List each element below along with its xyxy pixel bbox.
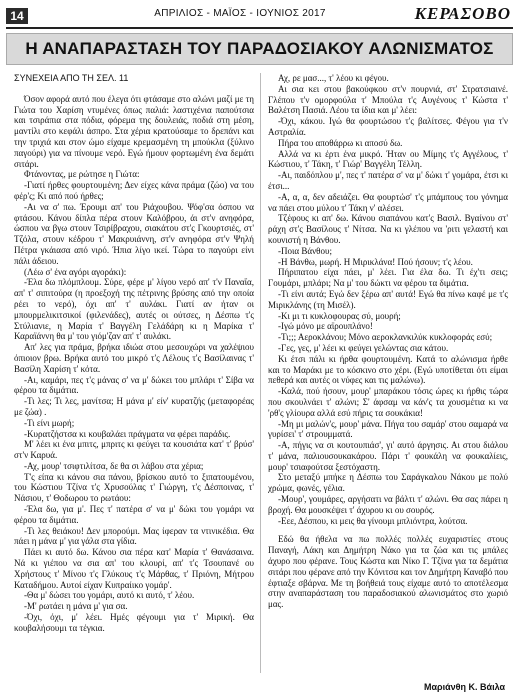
page-number: 14 xyxy=(6,8,28,24)
paragraph: -Τι λες; Τι λες, μανίτσα; Η μάνα μ' είν' κυρατζής (μεταφορέας με ζώα) . xyxy=(14,396,254,417)
author-signature: Μαριάνθη Κ. Βάιλα xyxy=(424,682,505,692)
closing-paragraph: Εδώ θα ήθελα να πω πολλές πολλές ευχαριστίες στους Παναγή, Λάκη και Δημήτρη Νάκο για τα ζώα και τις μπάλες άχυρο που φέρανε. Τους Κώστα και Νίκο Γ. Τζίνα για τα δεμάτια σιτάρι που φέρανε από την Κόνιτσα και τον Δημήτρη Καναβό που έφτιαξε σβάρνα. Με τη βοήθειά τους είχαμε αυτό το αποτέλεσμα στην αναπαράσταση του παραδοσιακού αλωνισμάτος στο χωριό μας. xyxy=(268,534,508,610)
paragraph: Τζέφους κι απ' δω. Κάνου σιαπάνου κατ'ς Βασιλ. Βγαίνου στ' ράχη στ'ς Βασίλους τ' Νίτσα. Να κι γλέπου να 'ριτι γελαστή και κουνιστή η Βάνθου. xyxy=(268,213,508,245)
paragraph: -Αι να σ' πω. Έρουμι απ' του Ριάχουβου. Ψόφ'σα όσπου να φτάσου. Κάνου δίπλα πέρα στουν Καλόβρου, άι στ'ν ανηφόρα, ώσπου να βγω στουν Τσιρίβραχου, σιακάτου στ'ς Γκουρτσιές, στ' Τζόλα, στουν κέδρου τ' Μακρυιάννη, στ'ν ανηφόρα στ'ν Ψηλή Πέτρα γκάιασα από νιρό. Ήπια λίγο ικεί. Τώρα το παγούρι είνι πάλι άδειου. xyxy=(14,201,254,266)
paragraph: -Θα μ' δώσει του γομάρι, αυτό κι αυτό, τ' λέου. xyxy=(24,590,195,601)
paragraph: Φτάνοντας, με ρώτησε η Γιώτα: xyxy=(24,169,140,180)
paragraph: Μ' λέει κι ένα μπιτς, μπριτς κι φεύγει τα κουσιάτα κατ' τ' βρύσ' στ'ν Καρυά. xyxy=(14,439,254,461)
article-title: Η ΑΝΑΠΑΡΑΣΤΑΣΗ ΤΟΥ ΠΑΡΑΔΟΣΙΑΚΟΥ ΑΛΩΝΙΣΜΑΤΟΣ xyxy=(6,33,513,65)
paragraph: Πήρα του αποθάρρω κι αποσύ δω. xyxy=(278,137,403,148)
paragraph: Στο μεταξύ μπήκε η Δέσπω του Σαράγκαλου Νάκου με πολύ χρώμα, φωνές, γέλια. xyxy=(268,472,508,494)
paragraph: -Αχ, μουρ' τσιφτιλίτσα, δε θα σι λάβου στα χέρια; xyxy=(24,460,204,471)
paragraph: -Εεε, Δέσπου, κι μεις θα γίνουμι μπλιόντρα, λούτσα. xyxy=(278,515,468,526)
header-rule xyxy=(6,27,513,29)
paragraph: Πάει κι αυτό δω. Κάνου σια πέρα κατ' Μαρία τ' Θανάσαινα. Νά κι γιέπου να σια απ' του κλουρί, απ' τ'ς Τσουπανέ ου Χρήστους τ' Μίνου τ'ς Γλύκους τ'ς Μάρθας, τ' Πριόνη, Μήτρου Καταδήμου. Αυτοί είχαν Κυπραίικο γομάρ'. xyxy=(14,547,254,590)
right-paragraphs xyxy=(268,73,508,526)
paragraph: Αχ, ρε μασ..., τ' λέου κι φέγου. xyxy=(278,73,389,83)
paragraph: Όσον αφορά αυτό που έλεγα ότι φτάσαμε στο αλώνι μαζί με τη Γιώτα του Χαρίση ντυμένες όπως παλιά: λαστιχένια παπούτσια και τσιράπια στα πόδια, φόρεμα της δουλειάς, ποδιά στη μέση, μαντίλι στο κεφάλι άσπρο. Στα χέρια κρατούσαμε το δρεπάνι και την τριχιά και στον ώμο είχαμε κρεμασμένη τη μπούκλα (ξύλινο παγούρι) για να πίνουμε νερό. Εγώ ήμουν φορτωμένη ένα δεμάτι σιτάρι. xyxy=(14,93,254,169)
paragraph: -Α, α, α, δεν αδειάζει. Θα φουρτώσ' τ'ς μπάμπους του γόνημα να πάει στου μύλου τ' Τάκη ν' αλέσει. xyxy=(268,191,508,213)
paragraph: Αλλά να κι έρτι ένα μικρό. Ήταν ου Μίμης τ'ς Αγγέλους, τ' Κώστιου, τ' Τάκη, τ' Γιώρ' Βαγγέλη Τέλλη. xyxy=(268,148,508,170)
paragraph: -Κυρατζήστσα κι κουβαλάει πράγματα να φέρει παράδις. xyxy=(24,428,231,439)
column-divider xyxy=(260,73,261,673)
left-column xyxy=(14,73,254,634)
paragraph: -Τι είνι μωρή; xyxy=(24,417,75,428)
paragraph: Αι σια κει στου βακούφκου στ'ν πουρνιά, στ' Στρατσιαινέ. Γλέπου τ'ν ομορφούλα τ' Μπούλα τ'ς Αυγένους τ' Κώστα τ' Βαλέτση Πασιά. Λέου τα ίδια και μ' λέει: xyxy=(268,83,508,116)
paragraph: -Έλα δω πλόμπλουμ. Σύρε, φέρε μ' λίγου νερό απ' τ'ν Παναΐα, απ' τ' σιπιτούρα (η προεξοχή της πέτρινης βρύσης από την οποία ρέει το νερό), όχι απ' τ' αυλάκι. Γιατί αν ήταν οι μπουρμελικιτσικοί (φιλενάδες), αυτές οι ούτσες, η Δέσπω τ'ς Στύλιανιε, η Μαρία τ' Βαγγέλη Γελάδάρη κι η Μαρίκα τ' Καραϊάννη θα μ' του γιόμ'ζαν απ' τ' αυλάκι. xyxy=(14,277,254,342)
paragraph: -Κι μι τι κυκλοφουρας σύ, μουρή; xyxy=(278,310,401,321)
paragraph: Κι έτσι πάλι κι ήρθα φουρτουμένη. Κατά το αλώνισμα ήρθε και το Μαράκι με το κόσκινο στο χέρι. (Εγώ υποτίθεται ότι είμαι πεθερά και αυτές οι νύφες και τις μαλώνω). xyxy=(268,353,508,386)
paragraph: Πήριπατου είχα πάει, μ' λέει. Για έλα δω. Τι έχ'τι σεις; Γουμάρι, μπλάρι; Να μ' του δώκτι να φέρου τα διμάτια. xyxy=(268,267,508,289)
paragraph: -Όχι, όχι, μ' λέει. Ημές φέγουμι για τ' Μιρική. Θα κουβαλήσουμι τα τέγκια. xyxy=(14,612,254,633)
paragraph: -Μη μι μαλών'ς, μουρ' μάνα. Πήγα του σαμάρ' στου σαμαρά να γυρίσει' τ' στρουμματά. xyxy=(268,418,508,440)
paragraph: -Η Βάνθω, μωρή. Η Μιρικλάνα! Πού ήσουν; τ'ς λέου. xyxy=(278,256,473,267)
issue-date: ΑΠΡΙΛΙΟΣ - ΜΑΪΟΣ - ΙΟΥΝΙΟΣ 2017 xyxy=(154,8,326,19)
newspaper-brand: ΚΕΡΑΣΟΒΟ xyxy=(414,4,511,23)
left-paragraphs xyxy=(14,94,254,634)
continued-from: ΣΥΝΕΧΕΙΑ ΑΠΟ ΤΗ ΣΕΛ. 11 xyxy=(14,73,129,83)
paragraph: -Ποια Βάνθου; xyxy=(278,245,332,256)
paragraph: -Αι, καμάρι, πες τ'ς μάνας σ' να μ' δώκει του μπλάρι τ' Σίβα να φέρου τα διμάτια. xyxy=(14,374,254,396)
paragraph: -Α, πήγις να σι κουτουπιάσ', γι' αυτό άργησις. Αι στου διάλου τ' μάνα, παλιουσουκακάρου. Πάρι τ' φουκάλη να φουκαλίεις, μουρ' τσιαφούτσα ξεστόχαστη. xyxy=(268,440,508,472)
paragraph: -Γες, γες, μ' λέει κι φεύγει γελώντας σια κάτου. xyxy=(278,342,449,353)
paragraph: Τ'ς είπα κι κάνου σια πάνου, βρίσκου αυτό το ξιπατουμένου, του Κώστιου Τζίνα τ'ς Χρυσούλας τ' Γιώργη, τ'ς Δέσποινας, τ' Νάσιου, τ' Θοδωρου το ρωτάου: xyxy=(14,471,254,504)
paragraph: -Γιατί ήρθες φουρτουμένη; Δεν είχες κάνα πράμα (ζώο) να του φέρ'ς; Κι από πού ήρθες; xyxy=(14,180,254,201)
paragraph: -Έλα δω, για μ'. Πες τ' πατέρα σ' να μ' δώκι του γομάρι να φέρου τα διμάτια. xyxy=(14,504,254,525)
paragraph: -Όχι, κάκου. Ιγώ θα φουρτώσου τ'ς βαλίτσες. Φέγου για τ'ν Αστραλία. xyxy=(268,116,508,137)
paragraph: Απ' λες για πράμα, βρήκα ιδιώα στου μεσουχώρι να χαλέψιου όπιοιον βρω. Βρήκα αυτό του μικρό τ'ς Λέλους τ'ς Βασίλαινας τ' Βασίλη Χαρίση τ' κότα. xyxy=(14,342,254,374)
paragraph: -Τι είνι αυτά; Εγώ δεν ξέρω απ' αυτά! Εγώ θα πίνω καφέ με τ'ς Μιρικλάνης (τη Μισέλ). xyxy=(268,288,508,310)
paragraph: -Τι λες θειάκου! Δεν μπορούμι. Μας ίφεραν τα ντινικέδια. Θα πάει η μάνα μ' για γάλα στα γίδια. xyxy=(14,525,254,547)
paragraph: -Τι;;; Αεροκλάνου; Μόνο αεροκλανκιλύκ κυκλοφοράς εσύ; xyxy=(278,332,493,343)
paragraph: (Λέω σ' ένα αγόρι αγοράκι): xyxy=(24,266,127,277)
paragraph: -Καλά, πού ήσουν, μουρ' μπαράκου τόσις ώρες κι ήρθις τώρα που σκουλνάει τ' αλώνι; Σ' άφσαμ να κάν'ς τα χουσμέτια κι να 'ρθ'ς γλίουρα αλλά εσύ πήρις τα σουκάκια! xyxy=(268,386,508,418)
paragraph: -Μουρ', γουμάρες, αργήσατι να βάλτι τ' αλώνι. Θα σας πάρει η βροχή. Θα μουσκέψει τ' άχυρου κι ου σουρός. xyxy=(268,494,508,515)
paragraph: -Ιγώ μόνο με αϊρουπλάνο! xyxy=(278,321,373,332)
paragraph: -Αι, παιδόπλου μ', πες τ' πατέρα σ' να μ' δώκι τ' γομάρα, έτσι κι έτσι... xyxy=(268,170,508,191)
paragraph: -Μ' ρωτάει η μάνα μ' για σα. xyxy=(24,601,128,612)
right-column xyxy=(268,73,508,610)
